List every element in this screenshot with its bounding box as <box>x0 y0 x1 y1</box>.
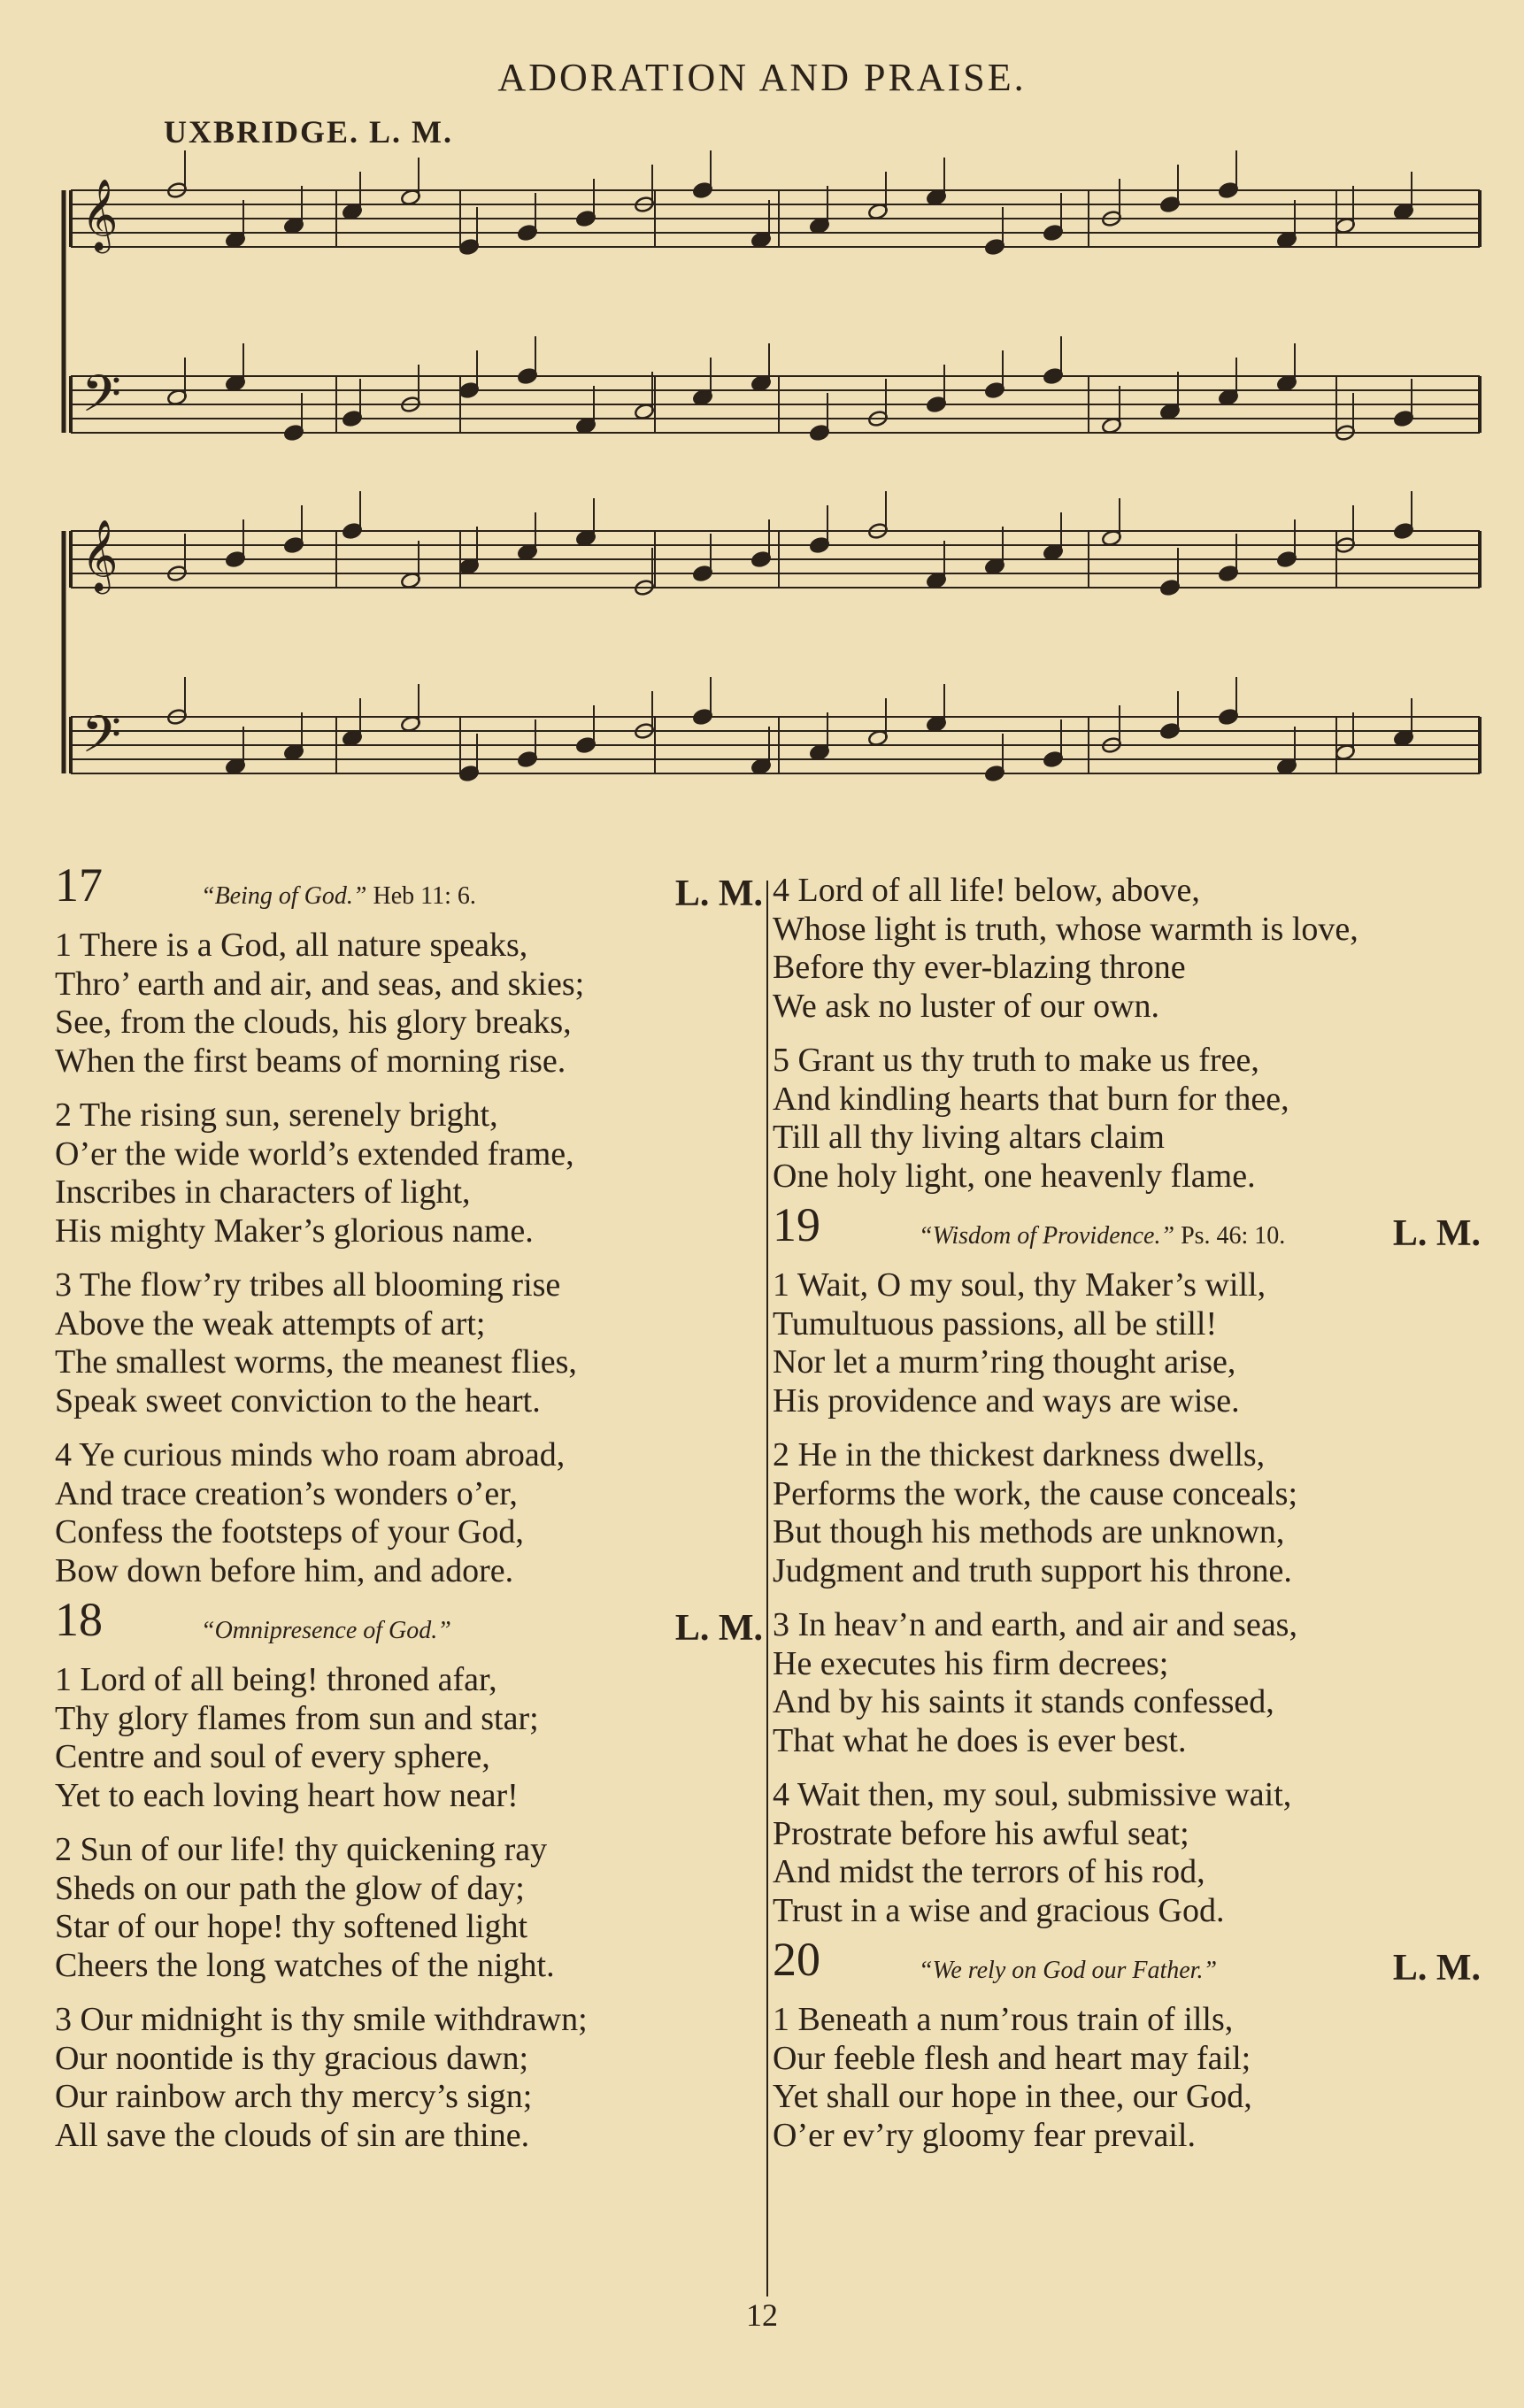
hymn-header <box>55 1593 763 1661</box>
stanza <box>55 1266 763 1420</box>
stanza <box>773 1266 1481 1420</box>
verse-line: Whose light is truth, whose warmth is love, <box>773 910 1359 948</box>
verse-line: Prostrate before his awful seat; <box>773 1814 1189 1852</box>
stanza <box>55 2001 763 2155</box>
verse-line: 4 Lord of all life! below, above, <box>773 872 1200 909</box>
verse-line: 5 Grant us thy truth to make us free, <box>773 1042 1259 1079</box>
stanza <box>773 1436 1481 1590</box>
verse-line: All save the clouds of sin are thine. <box>55 2116 530 2154</box>
tune-name: UXBRIDGE. L. M. <box>164 114 454 150</box>
stanza <box>773 1776 1481 1930</box>
hymn-header <box>773 1933 1481 2001</box>
verse-line: Our feeble flesh and heart may fail; <box>773 2039 1251 2077</box>
verse-line: 2 He in the thickest darkness dwells, <box>773 1436 1266 1473</box>
hymn-block <box>773 1933 1481 2155</box>
verse-line: He executes his firm decrees; <box>773 1644 1169 1682</box>
verse-line: His providence and ways are wise. <box>773 1381 1240 1419</box>
hymn-meter: L. M. <box>1392 1213 1481 1254</box>
verse-line: One holy light, one heavenly flame. <box>773 1157 1256 1195</box>
verse-line: Thro’ earth and air, and seas, and skies; <box>55 965 585 1003</box>
verse-line: 1 Wait, O my soul, thy Maker’s will, <box>773 1266 1266 1304</box>
hymn-title-text: “Wisdom of Providence.” <box>919 1222 1175 1250</box>
verse-line: Confess the footsteps of your God, <box>55 1513 524 1550</box>
verse-line: Nor let a murm’ring thought arise, <box>773 1343 1236 1381</box>
verse-line: Bow down before him, and adore. <box>55 1551 514 1589</box>
verse-line: 1 Beneath a num’rous train of ills, <box>773 2001 1234 2038</box>
verse-line: Tumultuous passions, all be still! <box>773 1304 1218 1342</box>
verse-line: 3 The flow’ry tribes all blooming rise <box>55 1266 561 1304</box>
column-divider <box>766 881 768 2296</box>
verse-line: Yet to each loving heart how near! <box>55 1776 519 1814</box>
verse-line: 3 Our midnight is thy smile withdrawn; <box>55 2001 588 2038</box>
verse-line: Star of our hope! thy softened light <box>55 1908 528 1945</box>
treble-clef: 𝄞 <box>81 519 119 592</box>
hymn-block <box>773 872 1481 1196</box>
hymn-title <box>919 1217 1285 1256</box>
verse-line: The smallest worms, the meanest flies, <box>55 1343 577 1381</box>
page-number: 12 <box>746 2297 778 2333</box>
stanza <box>55 927 763 1081</box>
left-column <box>55 858 763 2171</box>
verse-line: Above the weak attempts of art; <box>55 1304 486 1342</box>
treble-clef: 𝄞 <box>81 178 119 251</box>
hymn-title-text: “Being of God.” <box>201 882 367 910</box>
hymn-number: 17 <box>55 858 103 912</box>
stanza <box>55 1436 763 1590</box>
verse-line: Cheers the long watches of the night. <box>55 1946 555 1984</box>
verse-line: Before thy ever-blazing throne <box>773 949 1186 986</box>
verse-line: Judgment and truth support his throne. <box>773 1551 1292 1589</box>
stanza <box>773 872 1481 1026</box>
music-score <box>0 0 1524 867</box>
scripture-reference: Ps. 46: 10. <box>1181 1222 1286 1250</box>
hymn-meter: L. M. <box>1392 1948 1481 1989</box>
bass-clef: 𝄢 <box>81 364 122 437</box>
hymn-number: 20 <box>773 1933 820 1986</box>
verse-line: His mighty Maker’s glorious name. <box>55 1212 534 1250</box>
verse-line: And by his saints it stands confessed, <box>773 1683 1274 1720</box>
stanza <box>55 1661 763 1815</box>
verse-line: 4 Ye curious minds who roam abroad, <box>55 1436 566 1473</box>
verse-line: Speak sweet conviction to the heart. <box>55 1381 541 1419</box>
verse-line: See, from the clouds, his glory breaks, <box>55 1004 572 1041</box>
verse-line: Yet shall our hope in thee, our God, <box>773 2078 1252 2115</box>
verse-line: 1 Lord of all being! throned afar, <box>55 1661 497 1698</box>
hymn-block <box>55 1593 763 2155</box>
verse-line: Performs the work, the cause conceals; <box>773 1474 1298 1512</box>
hymn-header <box>55 858 763 927</box>
verse-line: 1 There is a God, all nature speaks, <box>55 927 528 964</box>
hymn-title <box>201 877 476 916</box>
verse-line: Thy glory flames from sun and star; <box>55 1699 539 1737</box>
right-column <box>773 872 1481 2171</box>
stanza <box>55 1831 763 1985</box>
hymn-meter: L. M. <box>674 1608 763 1649</box>
hymn-block <box>55 858 763 1590</box>
verse-line: But though his methods are unknown, <box>773 1513 1285 1550</box>
hymn-number: 19 <box>773 1198 820 1251</box>
scripture-reference: Heb 11: 6. <box>373 882 476 910</box>
verse-line: Till all thy living altars claim <box>773 1119 1165 1156</box>
stanza <box>773 1042 1481 1196</box>
verse-line: 4 Wait then, my soul, submissive wait, <box>773 1776 1292 1813</box>
hymn-title <box>201 1612 451 1650</box>
verse-line: Our noontide is thy gracious dawn; <box>55 2039 529 2077</box>
verse-line: That what he does is ever best. <box>773 1721 1187 1759</box>
hymn-block <box>773 1198 1481 1930</box>
hymn-meter: L. M. <box>674 873 763 914</box>
verse-line: Centre and soul of every sphere, <box>55 1738 490 1775</box>
verse-line: O’er the wide world’s extended frame, <box>55 1135 574 1173</box>
stanza <box>773 2001 1481 2155</box>
verse-line: Inscribes in characters of light, <box>55 1173 471 1211</box>
verse-line: 2 Sun of our life! thy quickening ray <box>55 1831 548 1868</box>
verse-line: O’er ev’ry gloomy fear prevail. <box>773 2116 1196 2154</box>
hymn-header <box>773 1198 1481 1266</box>
verse-line: Sheds on our path the glow of day; <box>55 1869 525 1907</box>
hymn-title-text: “Omnipresence of God.” <box>201 1617 451 1644</box>
verse-line: And midst the terrors of his rod, <box>773 1853 1205 1890</box>
hymn-title-text: “We rely on God our Father.” <box>919 1957 1218 1984</box>
verse-line: 3 In heav’n and earth, and air and seas, <box>773 1606 1297 1643</box>
verse-line: Trust in a wise and gracious God. <box>773 1891 1225 1929</box>
stanza <box>773 1606 1481 1760</box>
verse-line: Our rainbow arch thy mercy’s sign; <box>55 2078 533 2115</box>
bass-clef: 𝄢 <box>81 704 122 778</box>
verse-line: 2 The rising sun, serenely bright, <box>55 1096 498 1134</box>
verse-line: When the first beams of morning rise. <box>55 1042 566 1080</box>
hymn-title <box>919 1951 1217 1990</box>
verse-line: We ask no luster of our own. <box>773 987 1160 1025</box>
section-title: ADORATION AND PRAISE. <box>497 56 1027 99</box>
verse-line: And trace creation’s wonders o’er, <box>55 1474 518 1512</box>
hymn-number: 18 <box>55 1593 103 1646</box>
verse-line: And kindling hearts that burn for thee, <box>773 1080 1289 1118</box>
stanza <box>55 1096 763 1250</box>
